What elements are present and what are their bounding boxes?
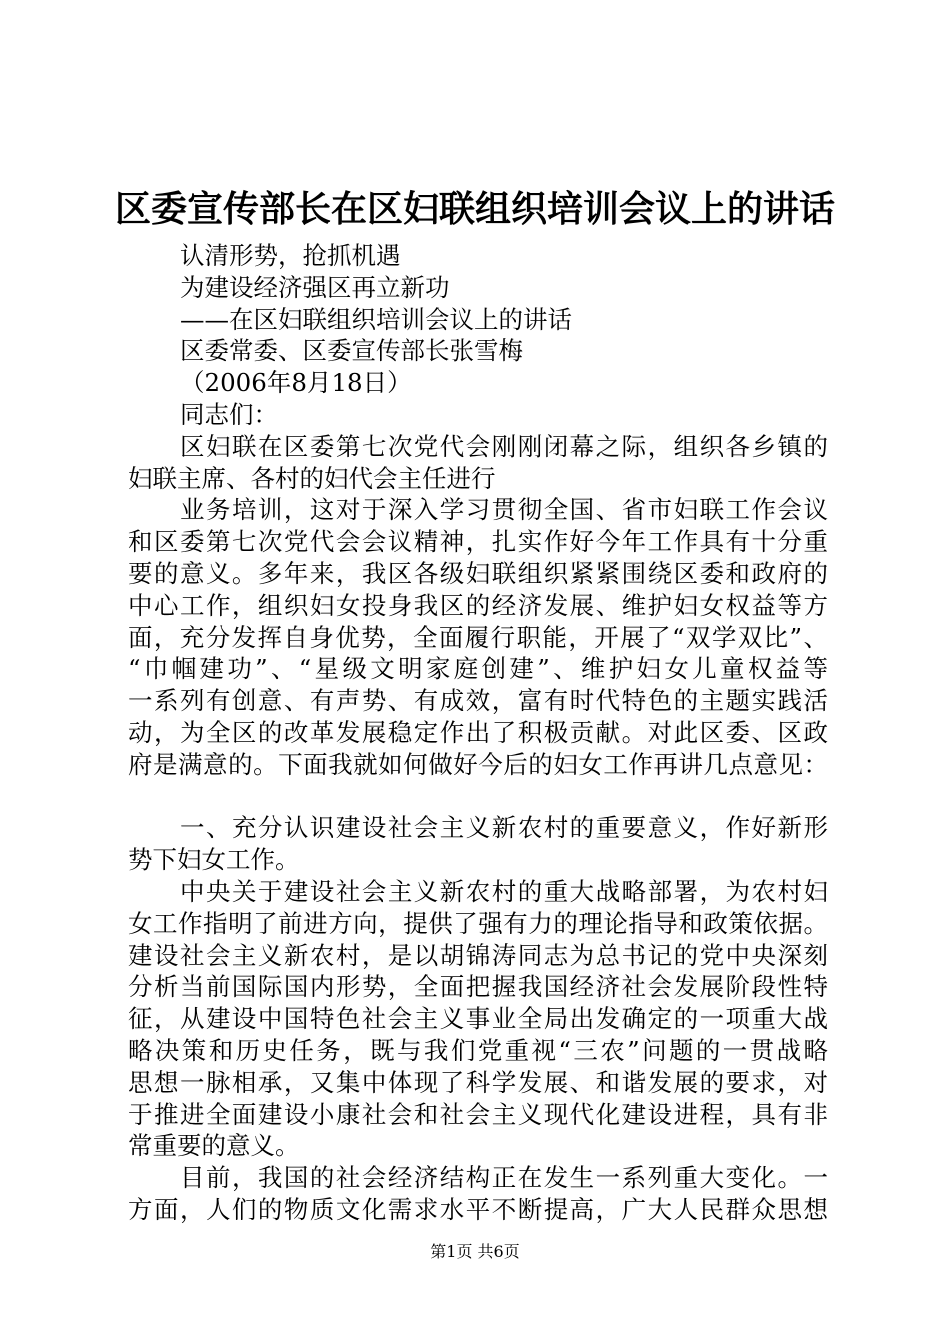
paragraph-line: 建设社会主义新农村，是以胡锦涛同志为总书记的党中央深刻 — [128, 940, 828, 970]
paragraph-line: 中心工作，组织妇女投身我区的经济发展、维护妇女权益等方 — [128, 590, 828, 620]
paragraph-line: 一系列有创意、有声势、有成效，富有时代特色的主题实践活 — [128, 686, 828, 716]
paragraph-line: 女工作指明了前进方向，提供了强有力的理论指导和政策依据。 — [128, 908, 828, 938]
paragraph-line: 思想一脉相承，又集中体现了科学发展、和谐发展的要求，对 — [128, 1067, 828, 1097]
paragraph-line: 区妇联在区委第七次党代会刚刚闭幕之际，组织各乡镇的 — [180, 431, 828, 461]
section-heading-line: 势下妇女工作。 — [128, 845, 300, 875]
salutation-line: 同志们： — [180, 399, 278, 429]
paragraph-line: 征，从建设中国特色社会主义事业全局出发确定的一项重大战 — [128, 1004, 828, 1034]
document-title: 区委宣传部长在区妇联组织培训会议上的讲话 — [114, 189, 835, 230]
paragraph-line: 目前，我国的社会经济结构正在发生一系列重大变化。一 — [180, 1163, 828, 1193]
paragraph-line: 方面，人们的物质文化需求水平不断提高，广大人民群众思想 — [128, 1194, 828, 1224]
paragraph-line: 常重要的意义。 — [128, 1131, 300, 1161]
paragraph-line: 动，为全区的改革发展稳定作出了积极贡献。对此区委、区政 — [128, 717, 828, 747]
paragraph-line: 府是满意的。下面我就如何做好今后的妇女工作再讲几点意见： — [128, 749, 828, 779]
paragraph-line: 和区委第七次党代会会议精神，扎实作好今年工作具有十分重 — [128, 527, 828, 557]
paragraph-line: 中央关于建设社会主义新农村的重大战略部署，为农村妇 — [180, 876, 828, 906]
paragraph-line: 略决策和历史任务，既与我们党重视“三农”问题的一贯战略 — [128, 1035, 828, 1065]
subtitle-line: 为建设经济强区再立新功 — [180, 272, 450, 302]
paragraph-line: “巾帼建功”、“星级文明家庭创建”、维护妇女儿童权益等 — [128, 654, 828, 684]
paragraph-line: 妇联主席、各村的妇代会主任进行 — [128, 463, 496, 493]
subtitle-line: 认清形势，抢抓机遇 — [180, 241, 401, 270]
paragraph-line: 业务培训，这对于深入学习贯彻全国、省市妇联工作会议 — [180, 495, 828, 525]
section-heading-line: 一、充分认识建设社会主义新农村的重要意义，作好新形 — [180, 813, 828, 843]
date-line: （2006年8月18日） — [180, 368, 412, 398]
paragraph-line: 分析当前国际国内形势，全面把握我国经济社会发展阶段性特 — [128, 972, 828, 1002]
subtitle-line: ——在区妇联组织培训会议上的讲话 — [180, 304, 572, 334]
blank-line — [128, 781, 828, 813]
author-line: 区委常委、区委宣传部长张雪梅 — [180, 336, 523, 366]
document-body — [128, 240, 828, 1226]
paragraph-line: 面，充分发挥自身优势，全面履行职能，开展了“双学双比”、 — [128, 622, 828, 652]
paragraph-line: 要的意义。多年来，我区各级妇联组织紧紧围绕区委和政府的 — [128, 558, 828, 588]
paragraph-line: 于推进全面建设小康社会和社会主义现代化建设进程，具有非 — [128, 1099, 828, 1129]
page-footer: 第1页 共6页 — [430, 1242, 520, 1261]
